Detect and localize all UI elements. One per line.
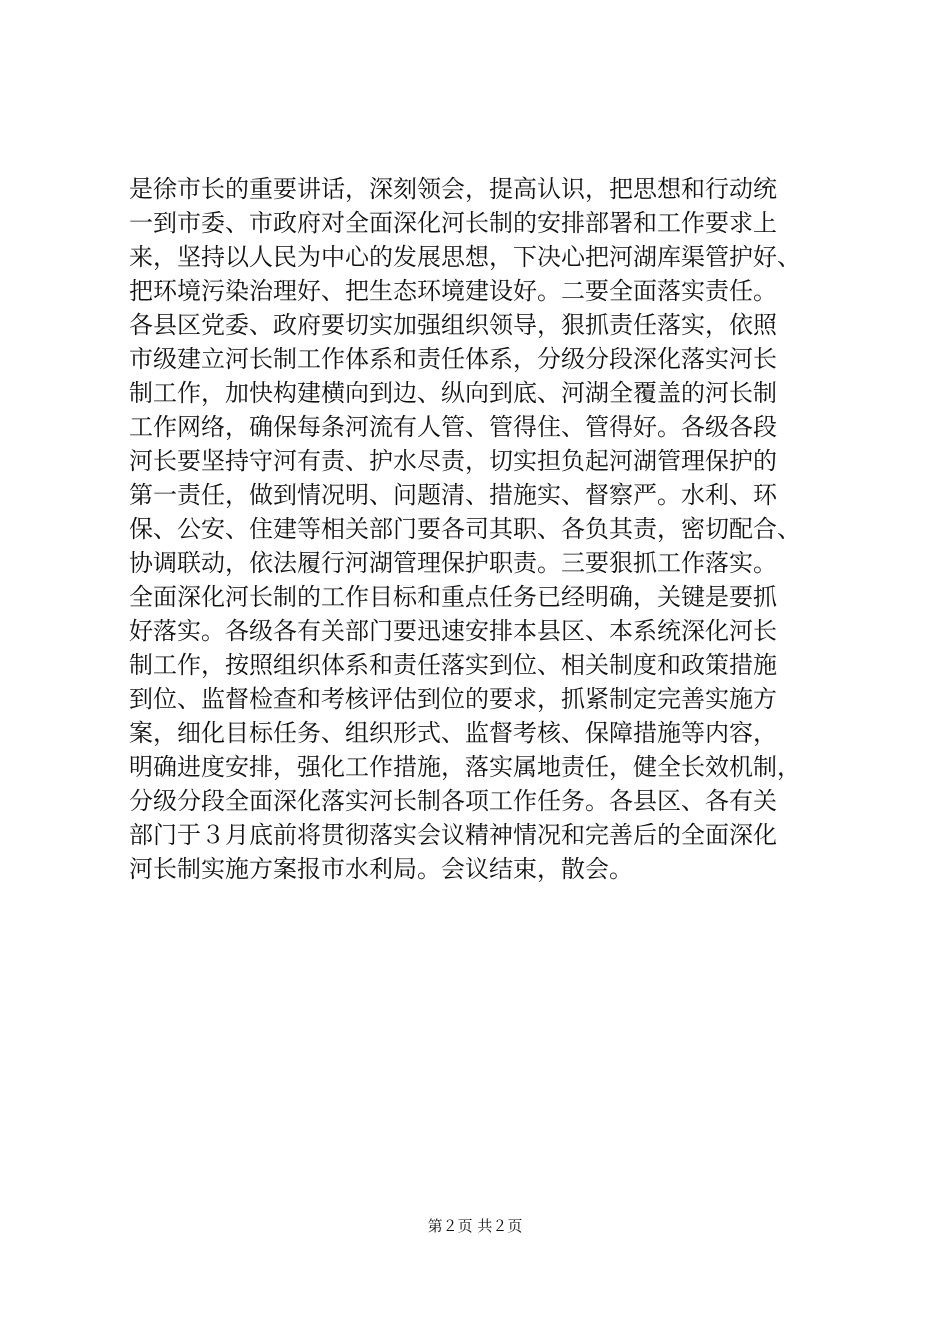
- text-line: 制工作，加快构建横向到边、纵向到底、河湖全覆盖的河长制: [129, 379, 777, 407]
- text-line: 是徐市长的重要讲话，深刻领会，提高认识，把思想和行动统: [129, 175, 777, 203]
- text-line: 部门于３月底前将贯彻落实会议精神情况和完善后的全面深化: [129, 821, 777, 849]
- text-line: 河长制实施方案报市水利局。会议结束，散会。: [129, 855, 633, 883]
- text-line: 到位、监督检查和考核评估到位的要求，抓紧制定完善实施方: [129, 685, 777, 713]
- text-line: 保、公安、住建等相关部门要各司其职、各负其责，密切配合、: [129, 515, 801, 543]
- text-line: 明确进度安排，强化工作措施，落实属地责任，健全长效机制，: [129, 753, 801, 781]
- page-number-label: 第２页 共２页: [427, 1217, 523, 1235]
- text-line: 全面深化河长制的工作目标和重点任务已经明确，关键是要抓: [129, 583, 777, 611]
- text-line: 案，细化目标任务、组织形式、监督考核、保障措施等内容，: [129, 719, 777, 747]
- text-line: 好落实。各级各有关部门要迅速安排本县区、本系统深化河长: [129, 617, 777, 645]
- body-text: [129, 172, 869, 886]
- text-line: 工作网络，确保每条河流有人管、管得住、管得好。各级各段: [129, 413, 777, 441]
- text-line: 把环境污染治理好、把生态环境建设好。二要全面落实责任。: [129, 277, 777, 305]
- text-line: 市级建立河长制工作体系和责任体系，分级分段深化落实河长: [129, 345, 777, 373]
- text-line: 第一责任，做到情况明、问题清、措施实、督察严。水利、环: [129, 481, 777, 509]
- text-line: 协调联动，依法履行河湖管理保护职责。三要狠抓工作落实。: [129, 549, 777, 577]
- text-line: 制工作，按照组织体系和责任落实到位、相关制度和政策措施: [129, 651, 777, 679]
- text-line: 分级分段全面深化落实河长制各项工作任务。各县区、各有关: [129, 787, 777, 815]
- text-line: 来，坚持以人民为中心的发展思想，下决心把河湖库渠管护好、: [129, 243, 801, 271]
- text-line: 河长要坚持守河有责、护水尽责，切实担负起河湖管理保护的: [129, 447, 777, 475]
- text-line: 一到市委、市政府对全面深化河长制的安排部署和工作要求上: [129, 209, 777, 237]
- text-line: 各县区党委、政府要切实加强组织领导，狠抓责任落实，依照: [129, 311, 777, 339]
- page-footer: [0, 1216, 950, 1236]
